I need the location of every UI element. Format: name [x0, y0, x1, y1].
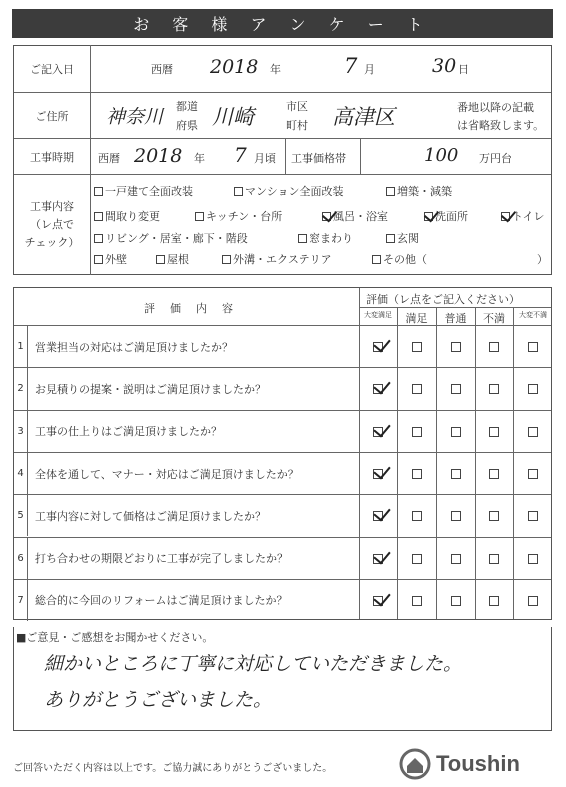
comments-line2[interactable]: ありがとうございました。	[44, 689, 273, 711]
work-option[interactable]	[222, 251, 332, 267]
work-price-unit: 万円台	[479, 152, 512, 165]
option-checkbox[interactable]	[372, 255, 381, 264]
option-checkbox[interactable]	[94, 187, 103, 196]
option-label: マンション全面改装	[245, 185, 344, 198]
work-period-year-unit: 年	[194, 152, 205, 165]
question-number: 2	[14, 368, 28, 409]
work-option[interactable]	[94, 183, 193, 199]
option-label: 玄関	[397, 232, 419, 245]
rating-header: 評価（レ点をご記入ください）	[366, 293, 520, 306]
rating-checkbox[interactable]	[489, 342, 499, 352]
question-text: 総合的に今回のリフォームはご満足頂けましたか？	[35, 594, 288, 608]
rating-checkbox[interactable]	[373, 596, 383, 606]
rating-checkbox[interactable]	[489, 427, 499, 437]
rating-checkbox[interactable]	[412, 469, 422, 479]
work-option[interactable]	[94, 230, 248, 246]
work-period-year: 2018	[134, 145, 183, 167]
question-row	[14, 452, 551, 494]
entry-date-row	[14, 45, 551, 92]
option-checkbox[interactable]	[94, 212, 103, 221]
rating-checkbox[interactable]	[528, 554, 538, 564]
address-row	[14, 92, 551, 138]
rating-column-header: 大変不満	[519, 311, 547, 319]
option-checkbox[interactable]	[234, 187, 243, 196]
option-label: 洗面所	[435, 210, 468, 223]
option-label: トイレ	[512, 210, 545, 223]
question-text: 営業担当の対応はご満足頂けましたか？	[35, 340, 233, 354]
work-option[interactable]	[234, 183, 344, 199]
option-label: 外壁	[105, 253, 127, 266]
option-label: 一戸建て全面改装	[105, 185, 193, 198]
entry-date-year-unit: 年	[270, 63, 281, 76]
address-city: 川崎	[212, 105, 254, 129]
question-text: 工事内容に対して価格はご満足頂けましたか？	[35, 509, 266, 523]
entry-date-day: 30	[432, 55, 457, 77]
brand-name: Toushin	[436, 751, 520, 776]
work-option[interactable]	[386, 230, 419, 246]
rating-checkbox[interactable]	[412, 384, 422, 394]
rating-checkbox[interactable]	[489, 469, 499, 479]
evaluation-header: 評 価 内 容	[144, 302, 235, 315]
option-checkbox[interactable]	[386, 187, 395, 196]
work-period-divider-2	[360, 139, 361, 174]
address-note-line2: は省略致します。	[457, 119, 545, 132]
work-period-divider-1	[285, 139, 286, 174]
work-content-label	[14, 175, 91, 275]
rating-checkbox[interactable]	[373, 554, 383, 564]
rating-checkbox[interactable]	[373, 384, 383, 394]
rating-checkbox[interactable]	[451, 511, 461, 521]
question-row	[14, 325, 551, 367]
option-checkbox[interactable]	[298, 234, 307, 243]
option-label: キッチン・台所	[206, 210, 283, 223]
address-ward: 高津区	[332, 105, 395, 129]
option-label: 屋根	[167, 253, 189, 266]
question-text: 打ち合わせの期限どおりに工事が完了しましたか？	[35, 552, 288, 566]
rating-column-header: 大変満足	[364, 311, 392, 319]
brand-house-icon	[398, 748, 432, 780]
question-text: お見積りの提案・説明はご満足頂けましたか？	[35, 382, 266, 396]
work-option[interactable]	[195, 208, 282, 224]
comments-label: ■ご意見・ご感想をお聞かせください。	[16, 631, 214, 644]
work-period-row	[14, 138, 551, 174]
option-label: 増築・減築	[397, 185, 452, 198]
work-price-value: 100	[424, 145, 459, 166]
question-number: 4	[14, 453, 28, 494]
brand-logo	[398, 748, 520, 780]
entry-date-label: ご記入日	[14, 45, 91, 92]
work-price-label: 工事価格帯	[291, 152, 346, 165]
address-label: ご住所	[14, 93, 91, 138]
work-option[interactable]	[94, 251, 127, 267]
work-period-label: 工事時期	[14, 139, 91, 174]
question-row	[14, 537, 551, 579]
work-content-row	[14, 174, 551, 275]
work-period-month: 7	[234, 143, 247, 167]
comments-line1[interactable]: 細かいところに丁寧に対応していただきました。	[44, 653, 463, 675]
rating-checkbox[interactable]	[528, 469, 538, 479]
survey-title: お 客 様 ア ン ケ ー ト	[12, 9, 553, 38]
rating-checkbox[interactable]	[451, 469, 461, 479]
rating-checkbox[interactable]	[528, 342, 538, 352]
rating-checkbox[interactable]	[451, 342, 461, 352]
rating-checkbox[interactable]	[528, 511, 538, 521]
question-number: 6	[14, 538, 28, 579]
option-label: 外溝・エクステリア	[233, 253, 332, 266]
rating-checkbox[interactable]	[373, 342, 383, 352]
work-content-label-line1: 工事内容	[30, 200, 74, 213]
option-checkbox[interactable]	[195, 212, 204, 221]
rating-checkbox[interactable]	[451, 596, 461, 606]
rating-checkbox[interactable]	[489, 596, 499, 606]
question-number: 5	[14, 495, 28, 536]
rating-checkbox[interactable]	[373, 427, 383, 437]
address-pref-type-bottom: 府県	[176, 119, 198, 132]
rating-header-line	[359, 307, 551, 308]
option-checkbox[interactable]	[386, 234, 395, 243]
question-text: 工事の仕上りはご満足頂けましたか？	[35, 425, 222, 439]
rating-checkbox[interactable]	[489, 511, 499, 521]
entry-date-month-unit: 月	[364, 63, 375, 76]
address-city-type-bottom: 町村	[286, 119, 308, 132]
rating-checkbox[interactable]	[412, 511, 422, 521]
work-option[interactable]	[298, 230, 353, 246]
entry-date-day-unit: 日	[458, 63, 469, 76]
work-option[interactable]	[156, 251, 189, 267]
option-label: リビング・居室・廊下・階段	[105, 232, 248, 245]
question-number: 1	[14, 326, 28, 367]
rating-checkbox[interactable]	[412, 554, 422, 564]
rating-checkbox[interactable]	[489, 384, 499, 394]
info-table	[13, 45, 552, 275]
option-label: 間取り変更	[105, 210, 160, 223]
rating-checkbox[interactable]	[373, 469, 383, 479]
option-checkbox[interactable]	[94, 255, 103, 264]
rating-checkbox[interactable]	[489, 554, 499, 564]
entry-date-era: 西暦	[151, 63, 173, 76]
work-content-label-line3: チェック）	[24, 236, 80, 249]
address-pref-type-top: 都道	[176, 100, 198, 113]
rating-column-header: 満足	[405, 312, 428, 325]
rating-checkbox[interactable]	[451, 384, 461, 394]
rating-column-header: 不満	[483, 312, 505, 325]
rating-checkbox[interactable]	[451, 427, 461, 437]
rating-checkbox[interactable]	[528, 427, 538, 437]
option-label: その他（	[383, 253, 427, 266]
rating-checkbox[interactable]	[528, 384, 538, 394]
option-checkbox[interactable]	[94, 234, 103, 243]
option-checkbox[interactable]	[424, 212, 433, 221]
rating-column-header: 普通	[444, 312, 467, 325]
work-option[interactable]	[501, 208, 544, 224]
work-content-other-close: ）	[537, 253, 548, 266]
rating-checkbox[interactable]	[528, 596, 538, 606]
question-row	[14, 579, 551, 621]
address-note-line1: 番地以降の記載	[457, 101, 534, 114]
address-prefecture: 神奈川	[106, 106, 164, 128]
entry-date-month: 7	[344, 54, 358, 78]
address-city-type-top: 市区	[286, 100, 308, 113]
option-checkbox[interactable]	[222, 255, 231, 264]
work-period-era: 西暦	[98, 152, 120, 165]
rating-checkbox[interactable]	[373, 511, 383, 521]
rating-checkbox[interactable]	[412, 427, 422, 437]
work-option[interactable]	[386, 183, 452, 199]
question-number: 7	[14, 580, 28, 621]
work-option[interactable]	[94, 208, 160, 224]
work-option[interactable]	[372, 251, 427, 267]
work-period-month-suffix: 月頃	[254, 152, 276, 165]
option-checkbox[interactable]	[156, 255, 165, 264]
rating-checkbox[interactable]	[412, 596, 422, 606]
option-checkbox[interactable]	[322, 212, 331, 221]
option-label: 風呂・浴室	[333, 210, 388, 223]
evaluation-table	[13, 287, 552, 620]
option-label: 窓まわり	[309, 232, 353, 245]
work-option[interactable]	[322, 208, 388, 224]
question-number: 3	[14, 411, 28, 452]
footer-text: ご回答いただく内容は以上です。ご協力誠にありがとうございました。	[13, 763, 333, 774]
question-row	[14, 367, 551, 409]
question-text: 全体を通して、マナー・対応はご満足頂けましたか？	[35, 467, 299, 481]
question-row	[14, 494, 551, 536]
question-row	[14, 410, 551, 452]
option-checkbox[interactable]	[501, 212, 510, 221]
entry-date-year: 2018	[210, 56, 259, 78]
rating-checkbox[interactable]	[451, 554, 461, 564]
work-content-label-line2: （レ点で	[30, 218, 74, 231]
comments-box	[13, 627, 552, 731]
work-option[interactable]	[424, 208, 468, 224]
rating-checkbox[interactable]	[412, 342, 422, 352]
